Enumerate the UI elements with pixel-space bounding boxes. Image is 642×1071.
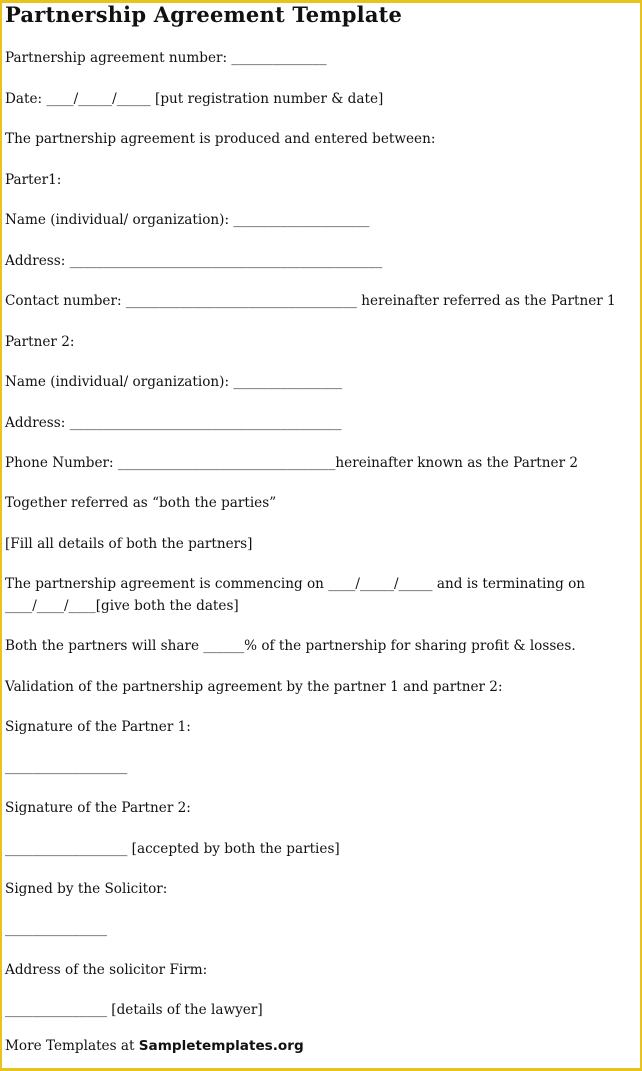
partner2-name-line: Name (individual/ organization): ________________ — [5, 374, 343, 390]
intro-line: The partnership agreement is produced and entered between: — [5, 131, 436, 147]
footer — [5, 1035, 304, 1057]
commencing-line: The partnership agreement is commencing on ____/_____/_____ and is terminating on — [5, 576, 586, 592]
profit-share-line: Both the partners will share ______% of the partnership for sharing profit & losses. — [5, 638, 576, 654]
partner1-heading: Parter1: — [5, 172, 62, 188]
validation-line: Validation of the partnership agreement by the partner 1 and partner 2: — [5, 679, 503, 695]
signature-partner2-label: Signature of the Partner 2: — [5, 800, 191, 816]
partner1-address-line: Address: ______________________________________________ — [5, 253, 383, 269]
document — [5, 2, 635, 1054]
both-parties-line: Together referred as “both the parties” — [5, 495, 277, 511]
signature-partner2-blank: __________________ [accepted by both the parties] — [5, 841, 340, 857]
footer-prefix: More Templates at — [5, 1038, 139, 1054]
partner1-name-line: Name (individual/ organization): ____________________ — [5, 212, 370, 228]
partner2-address-line: Address: ________________________________________ — [5, 415, 342, 431]
agreement-number-line: Partnership agreement number: ______________ — [5, 50, 327, 66]
fill-details-note: [Fill all details of both the partners] — [5, 536, 253, 552]
partner2-heading: Partner 2: — [5, 334, 75, 350]
signature-partner1-blank: __________________ — [5, 759, 128, 775]
solicitor-signature-blank: _______________ — [5, 921, 107, 937]
partner1-contact-line: Contact number: __________________________________ hereinafter referred as the Partner 1 — [5, 293, 616, 309]
footer-brand: Sampletemplates.org — [138, 1038, 304, 1054]
lawyer-details-line: _______________ [details of the lawyer] — [5, 1002, 263, 1018]
solicitor-firm-label: Address of the solicitor Firm: — [5, 962, 208, 978]
solicitor-label: Signed by the Solicitor: — [5, 881, 168, 897]
date-line: Date: ____/_____/_____ [put registration number & date] — [5, 91, 384, 107]
dates-line: ____/____/____[give both the dates] — [5, 598, 239, 614]
document-title: Partnership Agreement Template — [5, 2, 403, 27]
signature-partner1-label: Signature of the Partner 1: — [5, 719, 191, 735]
partner2-phone-line: Phone Number: ________________________________hereinafter known as the Partner 2 — [5, 455, 579, 471]
